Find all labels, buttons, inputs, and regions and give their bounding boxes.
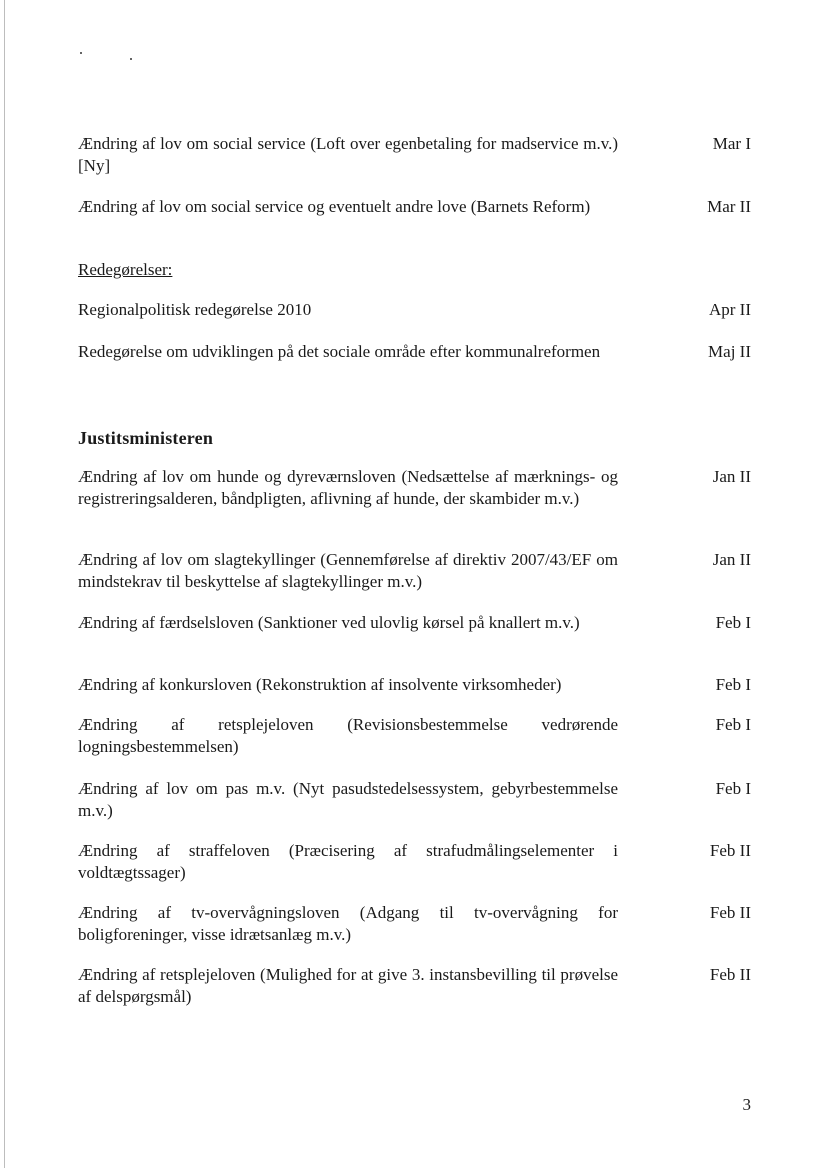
bill-date: Feb I (715, 613, 751, 632)
list-item (78, 612, 618, 634)
bill-date: Feb I (715, 779, 751, 798)
report-title: Redegørelse om udviklingen på det sociale område efter kommunalreformen (78, 342, 601, 361)
bill-title: Ændring af konkursloven (Rekonstruktion af insolvente virksomheder) (78, 675, 562, 694)
list-item (78, 549, 618, 593)
bill-date: Feb I (715, 675, 751, 694)
report-date: Apr II (708, 300, 751, 319)
bill-title: Ændring af lov om social service (Loft over egenbetaling for madservice m.v.) [Ny] (78, 134, 618, 175)
list-item (78, 778, 618, 822)
bill-title: Ændring af lov om social service og eventuelt andre love (Barnets Reform) (78, 197, 591, 216)
bill-title: Ændring af straffeloven (Præcisering af strafudmålingselementer i voldtægtssager) (78, 841, 618, 882)
list-item (78, 341, 618, 363)
bill-title: Ændring af tv-overvågningsloven (Adgang til tv-overvågning for boligforeninger, visse idrætsanlæg m.v.) (78, 903, 618, 944)
bill-title: Ændring af retsplejeloven (Revisionsbestemmelse vedrørende logningsbestemmelsen) (78, 715, 618, 756)
bill-date: Feb I (715, 715, 751, 734)
bill-title: Ændring af lov om pas m.v. (Nyt pasudstedelsessystem, gebyrbestemmelse m.v.) (78, 779, 618, 820)
section-heading: Justitsministeren (78, 428, 214, 448)
bill-title: Ændring af færdselsloven (Sanktioner ved ulovlig kørsel på knallert m.v.) (78, 613, 580, 632)
bill-date: Jan II (712, 550, 751, 569)
report-title: Regionalpolitisk redegørelse 2010 (78, 300, 312, 319)
bill-date: Feb II (709, 841, 751, 860)
scan-speck (130, 58, 132, 60)
bill-date: Feb II (709, 965, 751, 984)
report-date: Maj II (708, 342, 751, 361)
bill-date: Mar I (712, 134, 751, 153)
list-item (78, 299, 618, 321)
list-item (78, 964, 618, 1008)
bill-title: Ændring af lov om slagtekyllinger (Gennemførelse af direktiv 2007/43/EF om mindstekrav til beskyttelse af slagtekyllinger m.v.) (78, 550, 618, 591)
list-item (78, 840, 618, 884)
bill-title: Ændring af retsplejeloven (Mulighed for at give 3. instansbevilling til prøvelse af delspørgsmål) (78, 965, 618, 1006)
scan-left-edge (4, 0, 5, 1168)
list-item (78, 674, 618, 696)
bill-date: Feb II (709, 903, 751, 922)
list-item (78, 902, 618, 946)
list-item (78, 466, 618, 510)
list-item (78, 196, 618, 218)
bill-date: Jan II (712, 467, 751, 486)
list-item (78, 714, 618, 758)
page-number: 3 (742, 1095, 751, 1114)
scan-speck (80, 52, 82, 54)
bill-title: Ændring af lov om hunde og dyreværnsloven (Nedsættelse af mærknings- og registreringsalderen, båndpligten, aflivning af hunde, der skambider m.v.) (78, 467, 618, 508)
bill-date: Mar II (707, 197, 751, 216)
subsection-heading: Redegørelser: (78, 260, 173, 279)
list-item (78, 133, 618, 177)
